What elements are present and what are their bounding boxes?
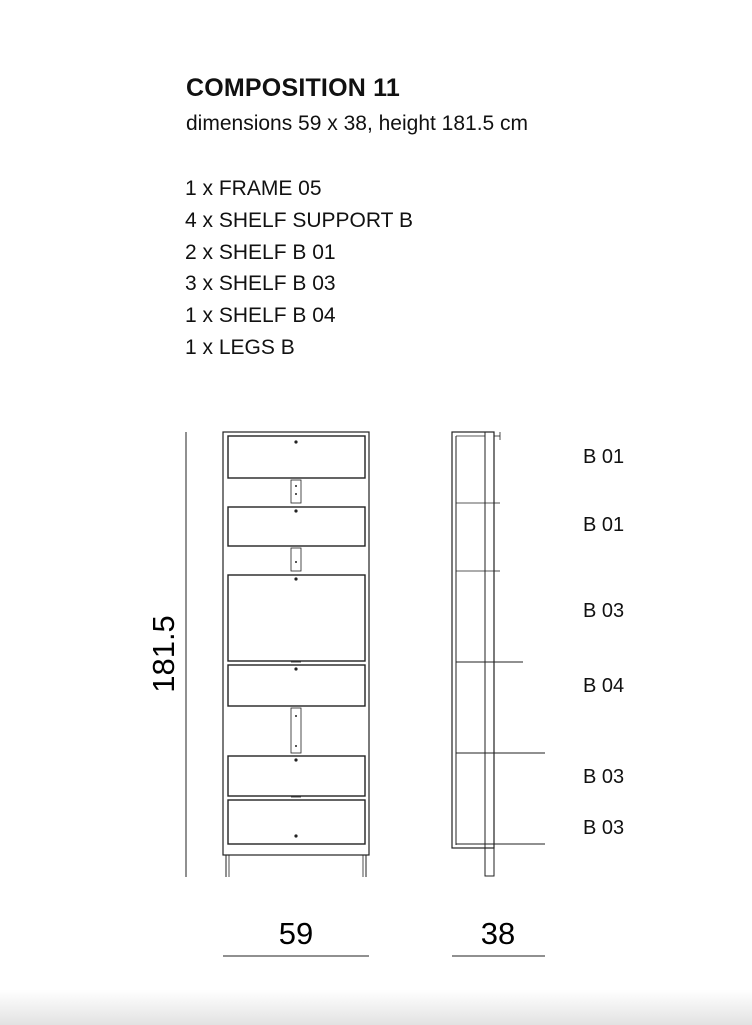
depth-dimension — [452, 916, 545, 956]
shelf-label: B 04 — [583, 675, 625, 697]
front-shelf-box — [228, 665, 365, 706]
shelf-label: B 03 — [583, 817, 625, 839]
part-item: 4 x SHELF SUPPORT B — [185, 208, 413, 232]
part-item: 1 x FRAME 05 — [185, 177, 322, 200]
front-shelf-box — [228, 575, 365, 661]
shelf-label: B 01 — [583, 446, 625, 468]
shelf-support — [291, 548, 301, 571]
front-shelf-box — [228, 507, 365, 546]
width-label: 59 — [278, 916, 314, 951]
part-item: 3 x SHELF B 03 — [185, 272, 336, 296]
front-view-dots — [294, 440, 297, 837]
composition-dimensions: dimensions 59 x 38, height 181.5 cm — [186, 112, 529, 135]
part-item: 2 x SHELF B 01 — [185, 240, 336, 264]
front-shelf-box — [228, 756, 365, 796]
shelf-labels — [583, 446, 624, 839]
width-dimension — [223, 916, 369, 956]
shelf-label: B 03 — [583, 600, 625, 622]
side-upright — [485, 432, 494, 876]
front-frame — [223, 432, 369, 855]
side-frame — [452, 432, 494, 848]
composition-title: COMPOSITION 11 — [186, 74, 400, 102]
height-dimension — [146, 432, 186, 877]
part-item: 1 x LEGS B — [185, 335, 295, 359]
shelf-label: B 01 — [583, 514, 625, 536]
bottom-shadow-band — [0, 990, 752, 1025]
depth-label: 38 — [480, 916, 516, 951]
shelf-label: B 03 — [583, 766, 625, 788]
shelf-support — [291, 480, 301, 503]
front-view — [223, 432, 369, 877]
height-label: 181.5 — [146, 615, 181, 693]
part-item: 1 x SHELF B 04 — [185, 304, 336, 328]
side-view — [452, 432, 545, 876]
